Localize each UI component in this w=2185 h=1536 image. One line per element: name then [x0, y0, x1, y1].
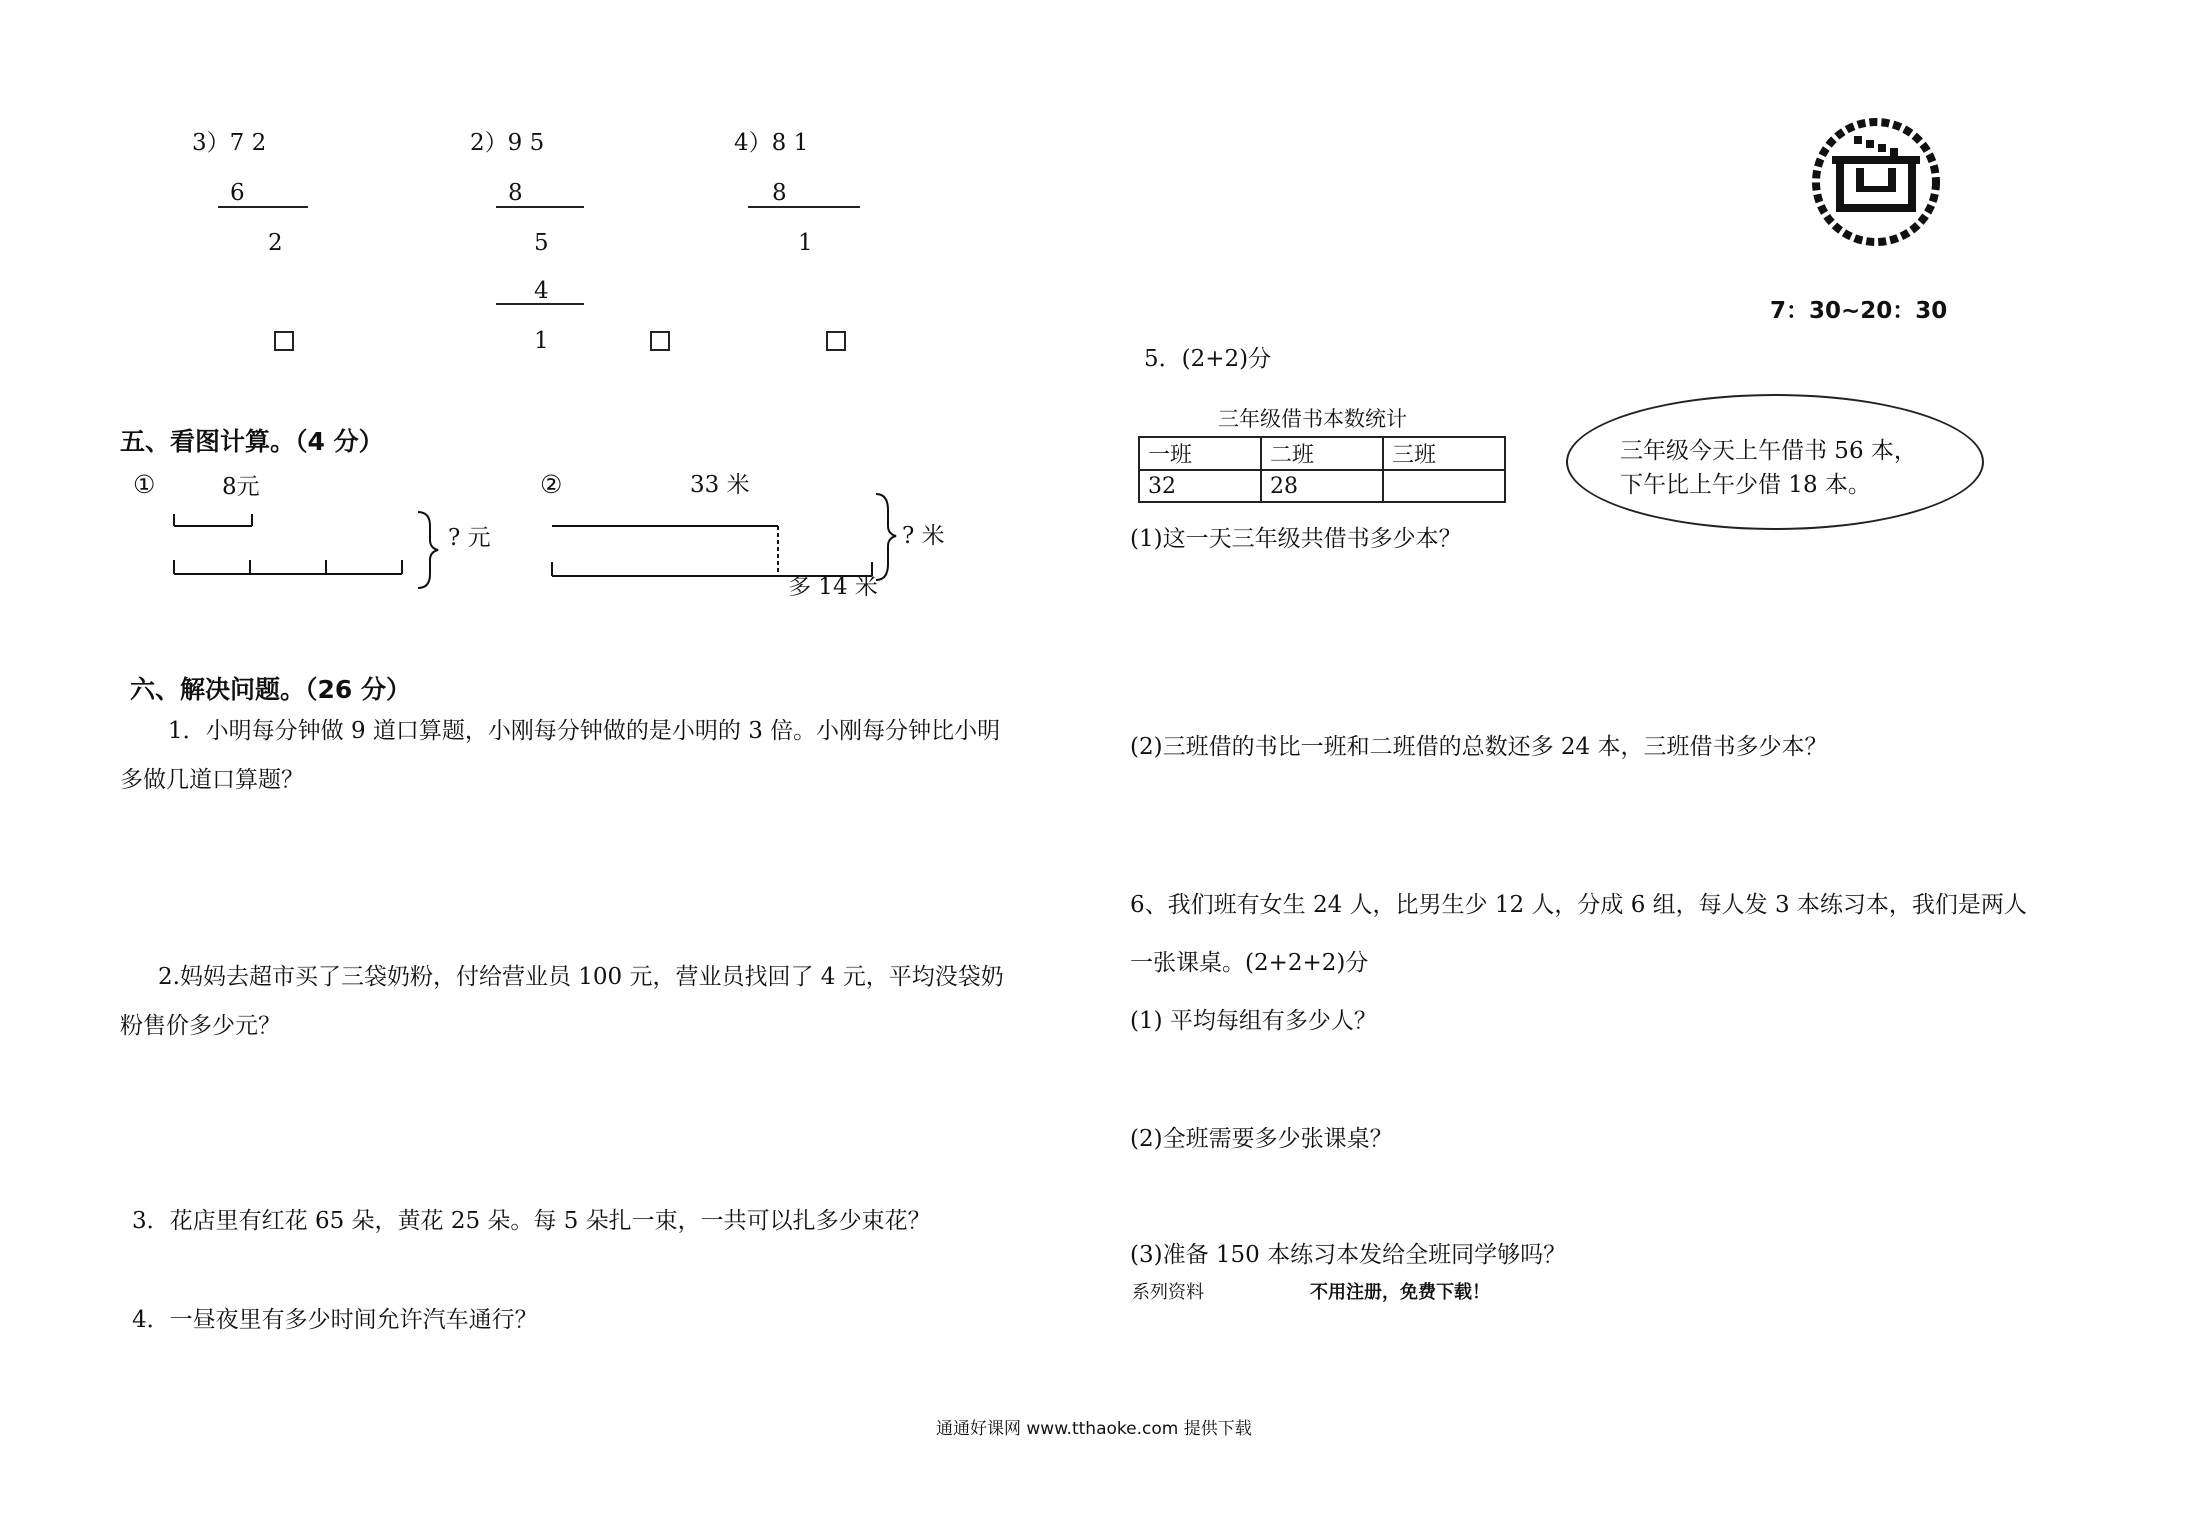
division-subtrahend-2: 4 [534, 278, 549, 304]
division-line-2 [496, 303, 584, 305]
question-6-sub-1: (1) 平均每组有多少人？ [1130, 1008, 1377, 1034]
table-cell[interactable] [1383, 470, 1505, 502]
answer-box[interactable] [650, 331, 670, 351]
question-3: 3．花店里有红花 65 朵，黄花 25 朵。每 5 朵扎一束，一共可以扎多少束花？ [132, 1208, 931, 1234]
question-6-line-1: 6、我们班有女生 24 人，比男生少 12 人，分成 6 组，每人发 3 本练习本，我们是两人 [1130, 892, 2027, 918]
figure-top-label: 8元 [222, 474, 260, 500]
division-remainder-2: 1 [534, 328, 549, 354]
division-subtrahend: 6 [230, 180, 245, 206]
division-remainder: 5 [534, 230, 549, 256]
figure-top-label: 33 米 [690, 472, 750, 498]
question-2-line-1: 2.妈妈去超市买了三袋奶粉，付给营业员 100 元，营业员找回了 4 元，平均没袋奶 [158, 964, 1004, 990]
section-5-title: 五、看图计算。（4 分） [120, 427, 384, 456]
division-line [748, 206, 860, 208]
table-header-row [1139, 437, 1505, 470]
question-1-line-1: 1．小明每分钟做 9 道口算题，小刚每分钟做的是小明的 3 倍。小刚每分钟比小明 [168, 718, 1001, 744]
question-2-line-2: 粉售价多少元？ [120, 1013, 281, 1039]
table-cell: 32 [1139, 470, 1261, 502]
figure-question: ? 米 [902, 523, 945, 549]
question-5-sub-2: (2)三班借的书比一班和二班借的总数还多 24 本，三班借书多少本？ [1130, 734, 1828, 760]
borrowing-table [1138, 436, 1506, 503]
division-remainder: 1 [798, 230, 813, 256]
no-cars-sign-icon [1806, 112, 1946, 252]
figure-bottom-label: 多 14 米 [788, 574, 878, 600]
bubble-line-2: 下午比上午少借 18 本。 [1620, 472, 1871, 498]
section-6-title: 六、解决问题。（26 分） [130, 675, 411, 704]
answer-box[interactable] [826, 331, 846, 351]
clock-time-label: 7：30~20：30 [1770, 298, 1948, 324]
division-subtrahend: 8 [508, 180, 523, 206]
bubble-line-1: 三年级今天上午借书 56 本， [1620, 438, 1917, 464]
question-5-title: 5．(2+2)分 [1144, 346, 1272, 372]
table-header-cell: 三班 [1383, 437, 1505, 470]
division-header: 4）8 1 [734, 130, 809, 156]
table-cell: 28 [1261, 470, 1383, 502]
division-remainder: 2 [268, 230, 283, 256]
division-header: 2）9 5 [470, 130, 545, 156]
table-caption: 三年级借书本数统计 [1218, 407, 1407, 431]
table-row [1139, 470, 1505, 502]
answer-box[interactable] [274, 331, 294, 351]
figure-marker: ① [133, 470, 156, 499]
promo-right: 不用注册，免费下载！ [1310, 1282, 1490, 1303]
division-header: 3）7 2 [192, 130, 267, 156]
page-footer[interactable]: 通通好课网 www.tthaoke.com 提供下载 [936, 1419, 1252, 1439]
division-line [496, 206, 584, 208]
division-subtrahend: 8 [772, 180, 787, 206]
question-5-sub-1: (1)这一天三年级共借书多少本？ [1130, 526, 1462, 552]
table-header-cell: 一班 [1139, 437, 1261, 470]
promo-left: 系列资料 [1132, 1282, 1204, 1303]
table-header-cell: 二班 [1261, 437, 1383, 470]
question-6-line-2: 一张课桌。(2+2+2)分 [1130, 950, 1369, 976]
question-1-line-2: 多做几道口算题？ [120, 767, 304, 793]
figure-question: ? 元 [448, 525, 491, 551]
figure-marker: ② [540, 470, 563, 499]
division-line [218, 206, 308, 208]
question-6-sub-3: (3)准备 150 本练习本发给全班同学够吗？ [1130, 1242, 1567, 1268]
figure-1-diagram [160, 500, 490, 590]
question-6-sub-2: (2)全班需要多少张课桌？ [1130, 1126, 1393, 1152]
question-4: 4．一昼夜里有多少时间允许汽车通行？ [132, 1307, 538, 1333]
figure-2-diagram [540, 490, 940, 600]
